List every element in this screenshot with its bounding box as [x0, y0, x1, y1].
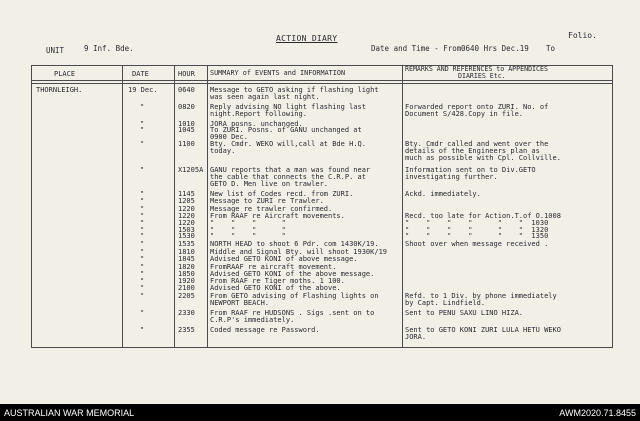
date-time-label: Date and Time - From — [371, 44, 462, 53]
cell-summary: From RAAF re Tiger moths. 1 100. — [210, 277, 345, 285]
cell-remarks: Recd. too late for Action.T.of O.1008 — [405, 212, 561, 220]
cell-summary: Advised GETO KONI of above message. — [210, 255, 358, 263]
cell-date: " — [140, 126, 145, 134]
cell-hour: 1220 — [178, 205, 195, 213]
cell-date: " — [140, 205, 145, 213]
cell-date: " — [140, 263, 145, 271]
cell-remarks: " " " " " " 1030 — [405, 219, 549, 227]
cell-hour: 2330 — [178, 309, 195, 317]
cell-hour: 1045 — [178, 126, 195, 134]
cell-summary: FromRAAF re aircraft movement. — [210, 263, 337, 271]
cell-hour: 1220 — [178, 212, 195, 220]
cell-summary: " " " " — [210, 226, 286, 234]
cell-summary: GETO D. Men live on trawler. — [210, 180, 329, 188]
cell-summary: " " " " — [210, 232, 286, 240]
unit-label: UNIT — [46, 46, 65, 55]
cell-summary: NORTH HEAD to shoot 6 Pdr. com 1430K/19. — [210, 240, 379, 248]
cell-summary: Message re trawler confirmed. — [210, 205, 333, 213]
cell-summary: JORA posns. unchanged. — [210, 120, 303, 128]
cell-remarks: Forwarded report onto ZURI. No. of — [405, 103, 549, 111]
column-header-summary: SUMMARY of EVENTS and INFORMATION — [210, 69, 346, 77]
cell-remarks: Document S/428.Copy in file. — [405, 110, 524, 118]
unit-value: 9 Inf. Bde. — [84, 44, 134, 53]
cell-remarks: details of the Engineers plan as — [405, 147, 540, 155]
footer-accession-number: AWM2020.71.8455 — [559, 408, 636, 418]
cell-hour: 0820 — [178, 103, 195, 111]
cell-date: " — [140, 277, 145, 285]
cell-remarks: Shoot over when message received . — [405, 240, 549, 248]
cell-summary: Coded message re Password. — [210, 326, 320, 334]
cell-hour: 2205 — [178, 292, 195, 300]
cell-remarks: JORA. — [405, 333, 427, 341]
column-header-remarks-cont: DIARIES Etc. — [458, 72, 506, 80]
footer-bar — [0, 404, 640, 421]
cell-remarks: Sent to GETO KONI ZURI LULA HETU WEKO — [405, 326, 561, 334]
cell-remarks: Bty. Cmdr called and went over the — [405, 140, 549, 148]
cell-date: " — [140, 240, 145, 248]
cell-summary: Reply advising NO light flashing last — [210, 103, 366, 111]
cell-hour: X1205A — [178, 166, 204, 174]
cell-summary: New list of Codes recd. from ZURI. — [210, 190, 354, 198]
cell-hour: 2100 — [178, 284, 195, 292]
cell-summary: " " " " — [210, 219, 286, 227]
cell-remarks: by Capt. Lindfield. — [405, 299, 486, 307]
cell-hour: 1145 — [178, 190, 195, 198]
cell-summary: 0900 Dec. — [210, 133, 248, 141]
cell-date: " — [140, 326, 145, 334]
cell-summary: Advised GETO KONI of the above message. — [210, 270, 375, 278]
cell-hour: 1845 — [178, 255, 195, 263]
cell-date: " — [140, 226, 145, 234]
cell-remarks: investigating further. — [405, 173, 498, 181]
to-label: To — [546, 44, 556, 53]
cell-summary: the cable that connects the C.R.P. at — [210, 173, 366, 181]
cell-remarks: " " " " " " 1350 — [405, 232, 549, 240]
cell-summary: night.Report following. — [210, 110, 307, 118]
cell-remarks: much as possible with Cpl. Collville. — [405, 154, 561, 162]
cell-summary: GANU reports that a man was found near — [210, 166, 371, 174]
cell-remarks: Ackd. immediately. — [405, 190, 481, 198]
cell-summary: Message to GETO asking if flashing light — [210, 86, 379, 94]
date-time-from: 0640 Hrs Dec.19 — [461, 44, 529, 53]
cell-summary: NEWPORT BEACH. — [210, 299, 270, 307]
cell-date: " — [140, 120, 145, 128]
cell-hour: 1205 — [178, 197, 195, 205]
cell-hour: 1820 — [178, 263, 195, 271]
cell-hour: 0640 — [178, 86, 195, 94]
cell-date: " — [140, 255, 145, 263]
cell-hour: 2355 — [178, 326, 195, 334]
footer-credit: AUSTRALIAN WAR MEMORIAL — [4, 408, 135, 418]
cell-summary: To ZURI. Posns. of GANU unchanged at — [210, 126, 362, 134]
cell-remarks: " " " " " " 1320 — [405, 226, 549, 234]
cell-summary: was seen again last night. — [210, 93, 320, 101]
cell-hour: 1530 — [178, 232, 195, 240]
cell-date: " — [140, 166, 145, 174]
cell-summary: From GETO advising of Flashing lights on — [210, 292, 379, 300]
cell-summary: Bty. Cmdr. WEKO will,call at Bde H.Q. — [210, 140, 366, 148]
column-header-place: PLACE — [54, 70, 76, 78]
cell-summary: Advised GETO KONI of the above. — [210, 284, 341, 292]
cell-date: " — [140, 212, 145, 220]
cell-date: " — [140, 219, 145, 227]
cell-summary: Middle and Signal Bty. will shoot 1930K/19 — [210, 248, 388, 256]
cell-date: " — [140, 270, 145, 278]
cell-hour: 1010 — [178, 120, 195, 128]
cell-date: " — [140, 284, 145, 292]
column-header-date: DATE — [132, 70, 149, 78]
cell-hour: 1535 — [178, 240, 195, 248]
cell-summary: C.R.P's immediately. — [210, 316, 295, 324]
cell-hour: 1920 — [178, 277, 195, 285]
cell-date: " — [140, 190, 145, 198]
cell-date: " — [140, 197, 145, 205]
cell-hour: 1220 — [178, 219, 195, 227]
cell-hour: 1503 — [178, 226, 195, 234]
cell-place: THORNLEIGH. — [36, 86, 83, 94]
cell-date: " — [140, 140, 145, 148]
cell-date: " — [140, 103, 145, 111]
cell-summary: today. — [210, 147, 236, 155]
cell-remarks: Information sent on to Div.GETO — [405, 166, 536, 174]
cell-date: " — [140, 309, 145, 317]
cell-date: " — [140, 292, 145, 300]
cell-date: 19 Dec. — [128, 86, 158, 94]
cell-summary: From RAAF re Aircraft movements. — [210, 212, 345, 220]
folio-label: Folio. — [568, 31, 597, 40]
cell-summary: Message to ZURI re Trawler. — [210, 197, 324, 205]
diary-table — [31, 65, 613, 348]
cell-hour: 1100 — [178, 140, 195, 148]
page-title: ACTION DIARY — [276, 34, 338, 43]
cell-hour: 1850 — [178, 270, 195, 278]
cell-date: " — [140, 248, 145, 256]
cell-summary: From RAAF re HUDSONS . Sigs .sent on to — [210, 309, 375, 317]
column-header-hour: HOUR — [178, 70, 195, 78]
column-header-remarks: REMARKS AND REFERENCES to APPENDICES — [405, 65, 548, 73]
cell-remarks: Sent to PENU SAXU LINO HIZA. — [405, 309, 524, 317]
cell-remarks: Refd. to 1 Div. by phone immediately — [405, 292, 557, 300]
cell-hour: 1810 — [178, 248, 195, 256]
cell-date: " — [140, 232, 145, 240]
